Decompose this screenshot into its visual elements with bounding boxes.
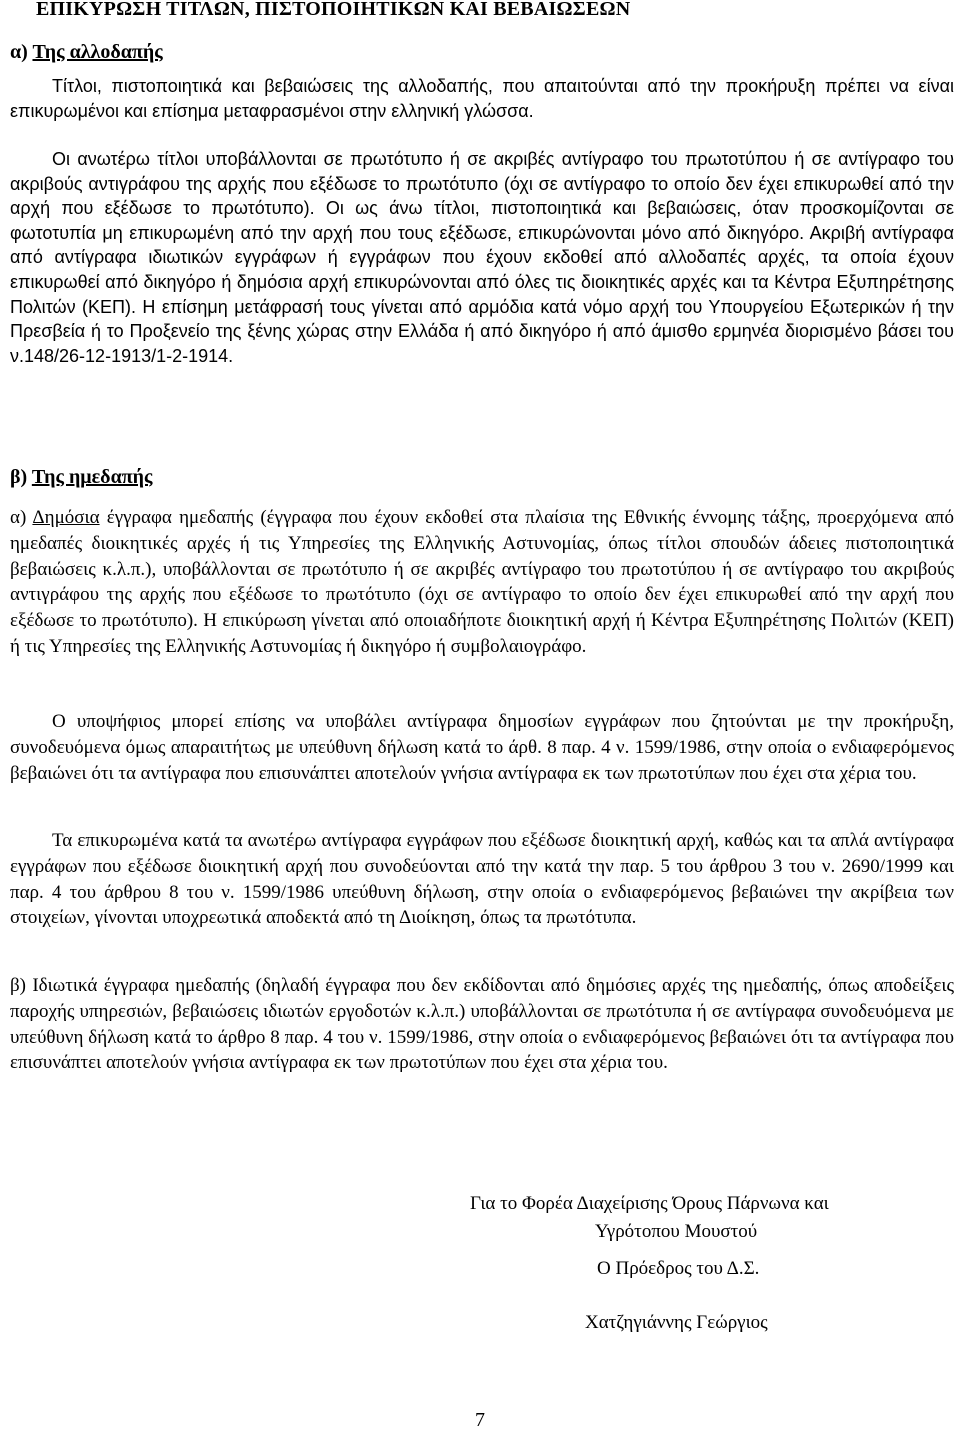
section-b-paragraph-4: β) Ιδιωτικά έγγραφα ημεδαπής (δηλαδή έγγραφα που δεν εκδίδονται από δημόσιες αρχές της ημεδαπής, όπως αποδείξεις παροχής υπηρεσιών, βεβαιώσεις ιδιωτών εργοδοτών κ.λ.π.) υποβάλλονται σε πρωτότυπα ή σε αντίγραφα συνοδευόμενα με υπεύθυνη δήλωση κατά το άρθρο 8 παρ. 4 του ν. 1599/1986, στην οποία ο ενδιαφερόμενος βεβαιώνει ότι τα αντίγραφα που επισυνάπτει αποτελούν γνήσια αντίγραφα εκ των πρωτοτύπων που έχει στα χέρια του. bbox=[10, 975, 954, 1074]
section-a-paragraph-2: Οι ανωτέρω τίτλοι υποβάλλονται σε πρωτότυπο ή σε ακριβές αντίγραφο του πρωτοτύπου ή σε αντίγραφο του ακριβούς αντιγράφου της αρχής που εξέδωσε το πρωτότυπο (όχι σε αντίγραφο το οποίο δεν έχει επικυρωθεί από την αρχή που εξέδωσε το πρωτότυπο). Οι ως άνω τίτλοι, πιστοποιητικά και βεβαιώσεις, όταν προσκομίζονται σε φωτοτυπία μη επικυρωμένη από την αρχή που τους εξέδωσε, επικυρώνονται μόνο από δικηγόρο. Ακριβή αντίγραφα από αντίγραφα ιδιωτικών εγγράφων ή εγγράφων που έχουν εκδοθεί από αλλοδαπές αρχές, τα οποία έχουν επικυρωθεί από δικηγόρο ή δημόσια αρχή επικυρώνονται από όλες τις διοικητικές αρχές και τα Κέντρα Εξυπηρέτησης Πολιτών (ΚΕΠ). Η επίσημη μετάφρασή τους γίνεται από αρμόδια κατά νόμο αρχή του Υπουργείου Εξωτερικών ή την Πρεσβεία ή το Προξενείο της ξένης χώρας στην Ελλάδα ή από δικηγόρο ή από άμισθο ερμηνέα διορισμένο βάσει του ν.148/26-12-1913/1-2-1914. bbox=[10, 149, 954, 366]
section-a-paragraph-1: Τίτλοι, πιστοποιητικά και βεβαιώσεις της αλλοδαπής, που απαιτούνται από την προκήρυξη πρέπει να είναι επικυρωμένοι και επίσημα μεταφρασμένοι στην ελληνική γλώσσα. bbox=[10, 76, 954, 121]
section-b-paragraph-1-prefix: α) bbox=[10, 507, 33, 528]
section-b-heading-prefix: β) bbox=[10, 466, 32, 488]
signature-organization-line-2: Υγρότοπου Μουστού bbox=[595, 1221, 758, 1242]
section-b-paragraph-2: Ο υποψήφιος μπορεί επίσης να υποβάλει αντίγραφα δημοσίων εγγράφων που ζητούνται με την προκήρυξη, συνοδευόμενα όμως απαραιτήτως με υπεύθυνη δήλωση κατά το άρθ. 8 παρ. 4 ν. 1599/1986, στην οποία ο ενδιαφερόμενος βεβαιώνει ότι τα αντίγραφα που επισυνάπτει αποτελούν γνήσια αντίγραφα εκ των πρωτοτύπων που έχει στα χέρια του. bbox=[10, 711, 954, 784]
section-b-heading-label: Της ημεδαπής bbox=[31, 466, 153, 488]
signature-role: Ο Πρόεδρος του Δ.Σ. bbox=[597, 1258, 760, 1279]
document-title: ΕΠΙΚΥΡΩΣΗ ΤΙΤΛΩΝ, ΠΙΣΤΟΠΟΙΗΤΙΚΩΝ ΚΑΙ ΒΕΒΑΙΩΣΕΩΝ bbox=[36, 0, 631, 20]
signature-name: Χατζηγιάννης Γεώργιος bbox=[585, 1312, 768, 1333]
section-b-paragraph-1-text: έγγραφα ημεδαπής (έγγραφα που έχουν εκδοθεί στα πλαίσια της Εθνικής έννομης τάξης, προερχόμενα από ημεδαπές διοικητικές αρχές ή τις Υπηρεσίες της Ελληνικής Αστυνομίας, όπως τίτλοι σπουδών άδειες πιστοποιητικά βεβαιώσεις κ.λ.π.), υποβάλλονται σε πρωτότυπο ή σε ακριβές αντίγραφο του πρωτοτύπου ή σε αντίγραφο του ακριβούς αντιγράφου της αρχής που εξέδωσε το πρωτότυπο (όχι σε αντίγραφο το οποίο δεν έχει επικυρωθεί από την αρχή που εξέδωσε το πρωτότυπο). Η επικύρωση γίνεται από οποιαδήποτε διοικητική αρχή ή Κέντρα Εξυπηρέτησης Πολιτών (ΚΕΠ) ή τις Υπηρεσίες της Ελληνικής Αστυνομίας ή δικηγόρο ή συμβολαιογράφο. bbox=[10, 507, 954, 657]
section-b-paragraph-1 bbox=[10, 505, 954, 660]
section-a-heading-prefix: α) bbox=[10, 41, 33, 63]
page-number: 7 bbox=[475, 1409, 485, 1431]
signature-organization-line-1: Για το Φορέα Διαχείρισης Όρους Πάρνωνα και bbox=[470, 1193, 829, 1214]
section-b-paragraph-1-keyword: Δημόσια bbox=[32, 507, 100, 528]
section-b-paragraph-3: Τα επικυρωμένα κατά τα ανωτέρω αντίγραφα εγγράφων που εξέδωσε διοικητική αρχή, καθώς και τα απλά αντίγραφα εγγράφων που εξέδωσε διοικητική αρχή που συνοδεύονται από την κατά την παρ. 5 του άρθρου 3 του ν. 2690/1999 και παρ. 4 του άρθρου 8 του ν. 1599/1986 υπεύθυνη δήλωση, στην οποία ο ενδιαφερόμενος βεβαιώνει την ακρίβεια των στοιχείων, γίνονται υποχρεωτικά αποδεκτά από τη Διοίκηση, όπως τα πρωτότυπα. bbox=[10, 830, 954, 929]
section-a-heading-label: Της αλλοδαπής bbox=[32, 41, 163, 63]
section-a-heading bbox=[10, 41, 163, 64]
section-b-heading bbox=[10, 466, 152, 489]
